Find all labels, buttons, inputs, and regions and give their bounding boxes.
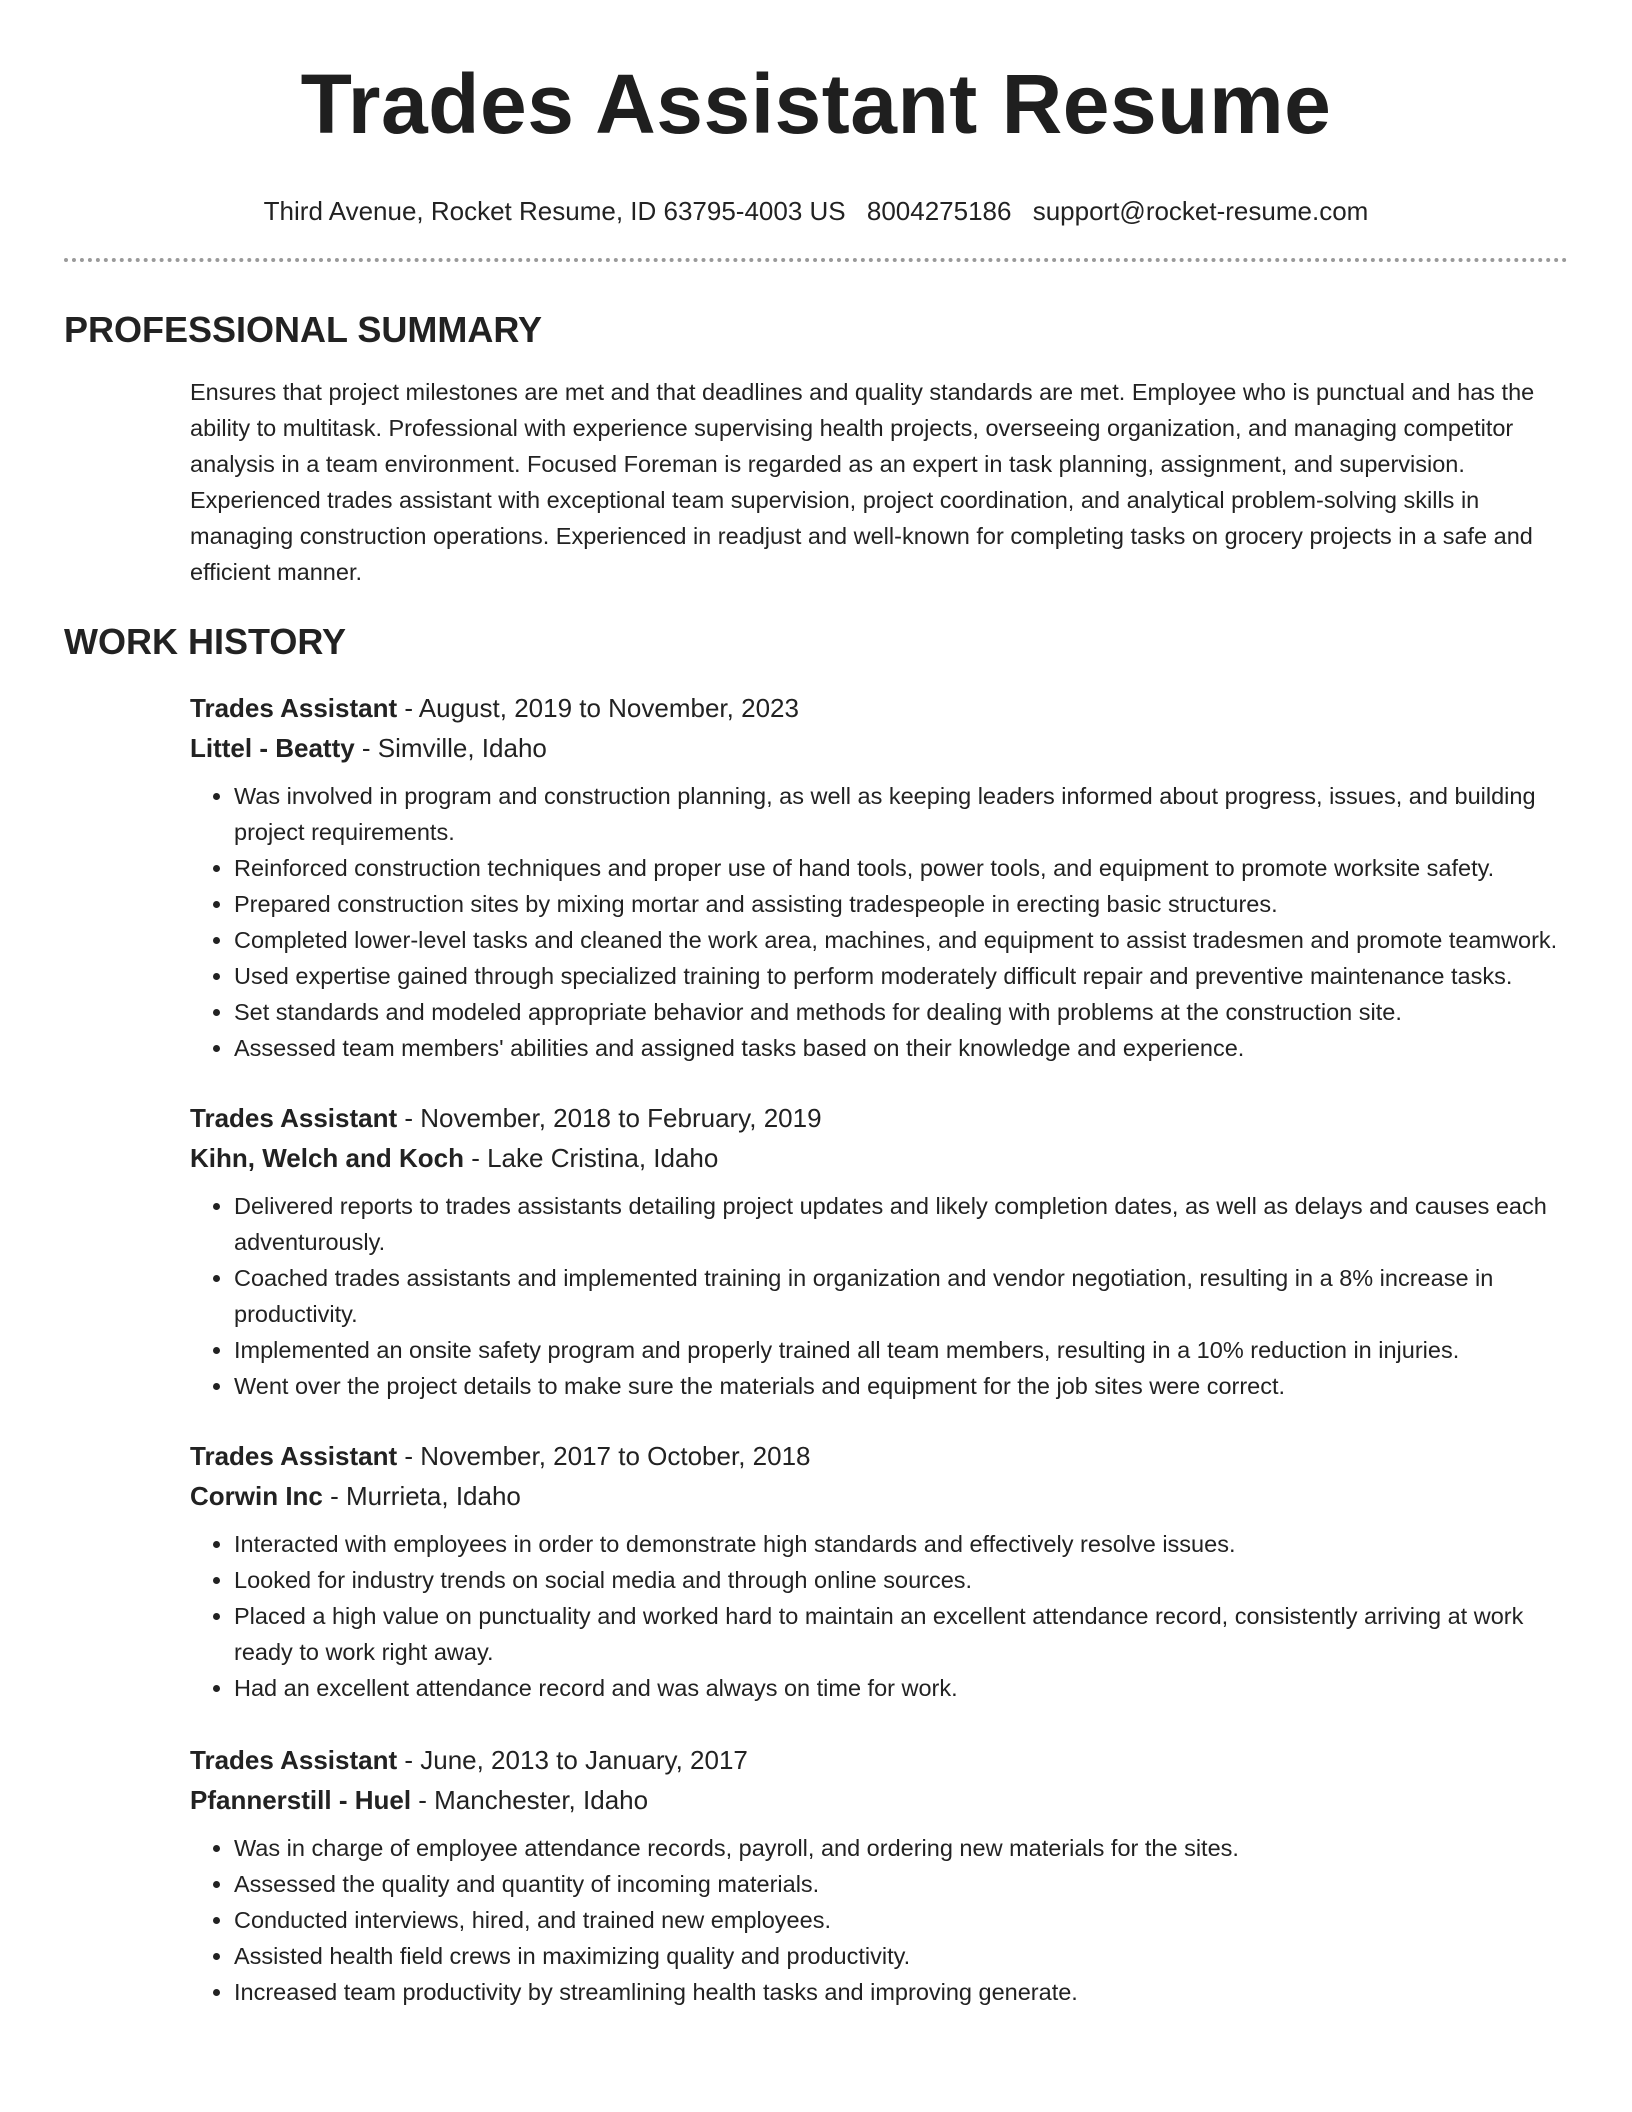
job-bullets [190,778,1568,1066]
job-location: - Murrieta, Idaho [322,1481,521,1511]
summary-text: Ensures that project milestones are met and that deadlines and quality standards are met. Employee who is punctual and has the ability to multitask. Professional with experience supervising health projects, overseeing organization, and managing competitor analysis in a team environment. Focused Foreman is regarded as an expert in task planning, assignment, and supervision. Experienced trades assistant with exceptional team supervision, project coordination, and analytical problem-solving skills in managing construction operations. Experienced in readjust and well-known for completing tasks on grocery projects in a safe and efficient manner. [190,379,1535,585]
job-bullet: • Went over the project details to make sure the materials and equipment for the job sites were correct. [234,1368,1568,1404]
job-bullets [190,1526,1568,1706]
job-bullet: • Was in charge of employee attendance records, payroll, and ordering new materials for the sites. [234,1830,1568,1866]
job-title-line [190,1098,1568,1138]
job-bullet: • Used expertise gained through specialized training to perform moderately difficult repair and preventive maintenance tasks. [234,958,1568,994]
job-bullet: • Set standards and modeled appropriate behavior and methods for dealing with problems at the construction site. [234,994,1568,1030]
resume-title: Trades Assistant Resume [300,57,1332,151]
job-company-line [190,1780,1568,1820]
job-bullet: • Had an excellent attendance record and was always on time for work. [234,1670,1568,1706]
contact-line [64,194,1568,228]
job-bullet: • Implemented an onsite safety program and properly trained all team members, resulting in a 10% reduction in injuries. [234,1332,1568,1368]
job-bullet: • Looked for industry trends on social media and through online sources. [234,1562,1568,1598]
job-entry [190,1098,1568,1404]
contact-address: Third Avenue, Rocket Resume, ID 63795-4003 US [263,196,846,226]
job-location: - Lake Cristina, Idaho [463,1143,719,1173]
job-bullet: • Delivered reports to trades assistants detailing project updates and likely completion dates, as well as delays and causes each adventurously. [234,1188,1568,1260]
job-title-line [190,688,1568,728]
job-title: Trades Assistant [190,693,398,723]
job-company: Pfannerstill - Huel [190,1785,412,1815]
job-dates: - June, 2013 to January, 2017 [397,1745,748,1775]
job-company: Corwin Inc [190,1481,323,1511]
contact-phone: 8004275186 [866,196,1012,226]
job-bullet: • Assisted health field crews in maximizing quality and productivity. [234,1938,1568,1974]
job-dates: - November, 2017 to October, 2018 [397,1441,811,1471]
job-company-line [190,728,1568,768]
header-divider [64,258,1568,262]
job-bullet: • Assessed team members' abilities and assigned tasks based on their knowledge and experience. [234,1030,1568,1066]
job-bullet: • Interacted with employees in order to demonstrate high standards and effectively resolve issues. [234,1526,1568,1562]
job-bullet: • Increased team productivity by streamlining health tasks and improving generate. [234,1974,1568,2010]
job-bullet: • Placed a high value on punctuality and worked hard to maintain an excellent attendance record, consistently arriving at work ready to work right away. [234,1598,1568,1670]
job-bullet: • Conducted interviews, hired, and trained new employees. [234,1902,1568,1938]
job-bullet: • Assessed the quality and quantity of incoming materials. [234,1866,1568,1902]
job-title: Trades Assistant [190,1745,398,1775]
job-bullet: • Completed lower-level tasks and cleaned the work area, machines, and equipment to assist tradesmen and promote teamwork. [234,922,1568,958]
job-bullet: • Prepared construction sites by mixing mortar and assisting tradespeople in erecting basic structures. [234,886,1568,922]
work-history-heading: WORK HISTORY [64,621,347,662]
job-location: - Simville, Idaho [354,733,547,763]
job-dates: - November, 2018 to February, 2019 [397,1103,822,1133]
job-bullet: • Was involved in program and construction planning, as well as keeping leaders informed about progress, issues, and building project requirements. [234,778,1568,850]
job-bullets [190,1830,1568,2010]
job-company: Littel - Beatty [190,733,355,763]
job-dates: - August, 2019 to November, 2023 [397,693,799,723]
job-entry [190,688,1568,1066]
contact-email: support@rocket-resume.com [1032,196,1369,226]
job-bullets [190,1188,1568,1404]
summary-heading: PROFESSIONAL SUMMARY [64,309,543,350]
job-location: - Manchester, Idaho [411,1785,649,1815]
job-company-line [190,1476,1568,1516]
job-title: Trades Assistant [190,1441,398,1471]
job-company: Kihn, Welch and Koch [190,1143,464,1173]
job-entry [190,1740,1568,2010]
job-bullet: • Coached trades assistants and implemented training in organization and vendor negotiation, resulting in a 8% increase in productivity. [234,1260,1568,1332]
job-title: Trades Assistant [190,1103,398,1133]
job-bullet: • Reinforced construction techniques and proper use of hand tools, power tools, and equipment to promote worksite safety. [234,850,1568,886]
job-company-line [190,1138,1568,1178]
job-title-line [190,1436,1568,1476]
job-entry [190,1436,1568,1706]
job-title-line [190,1740,1568,1780]
